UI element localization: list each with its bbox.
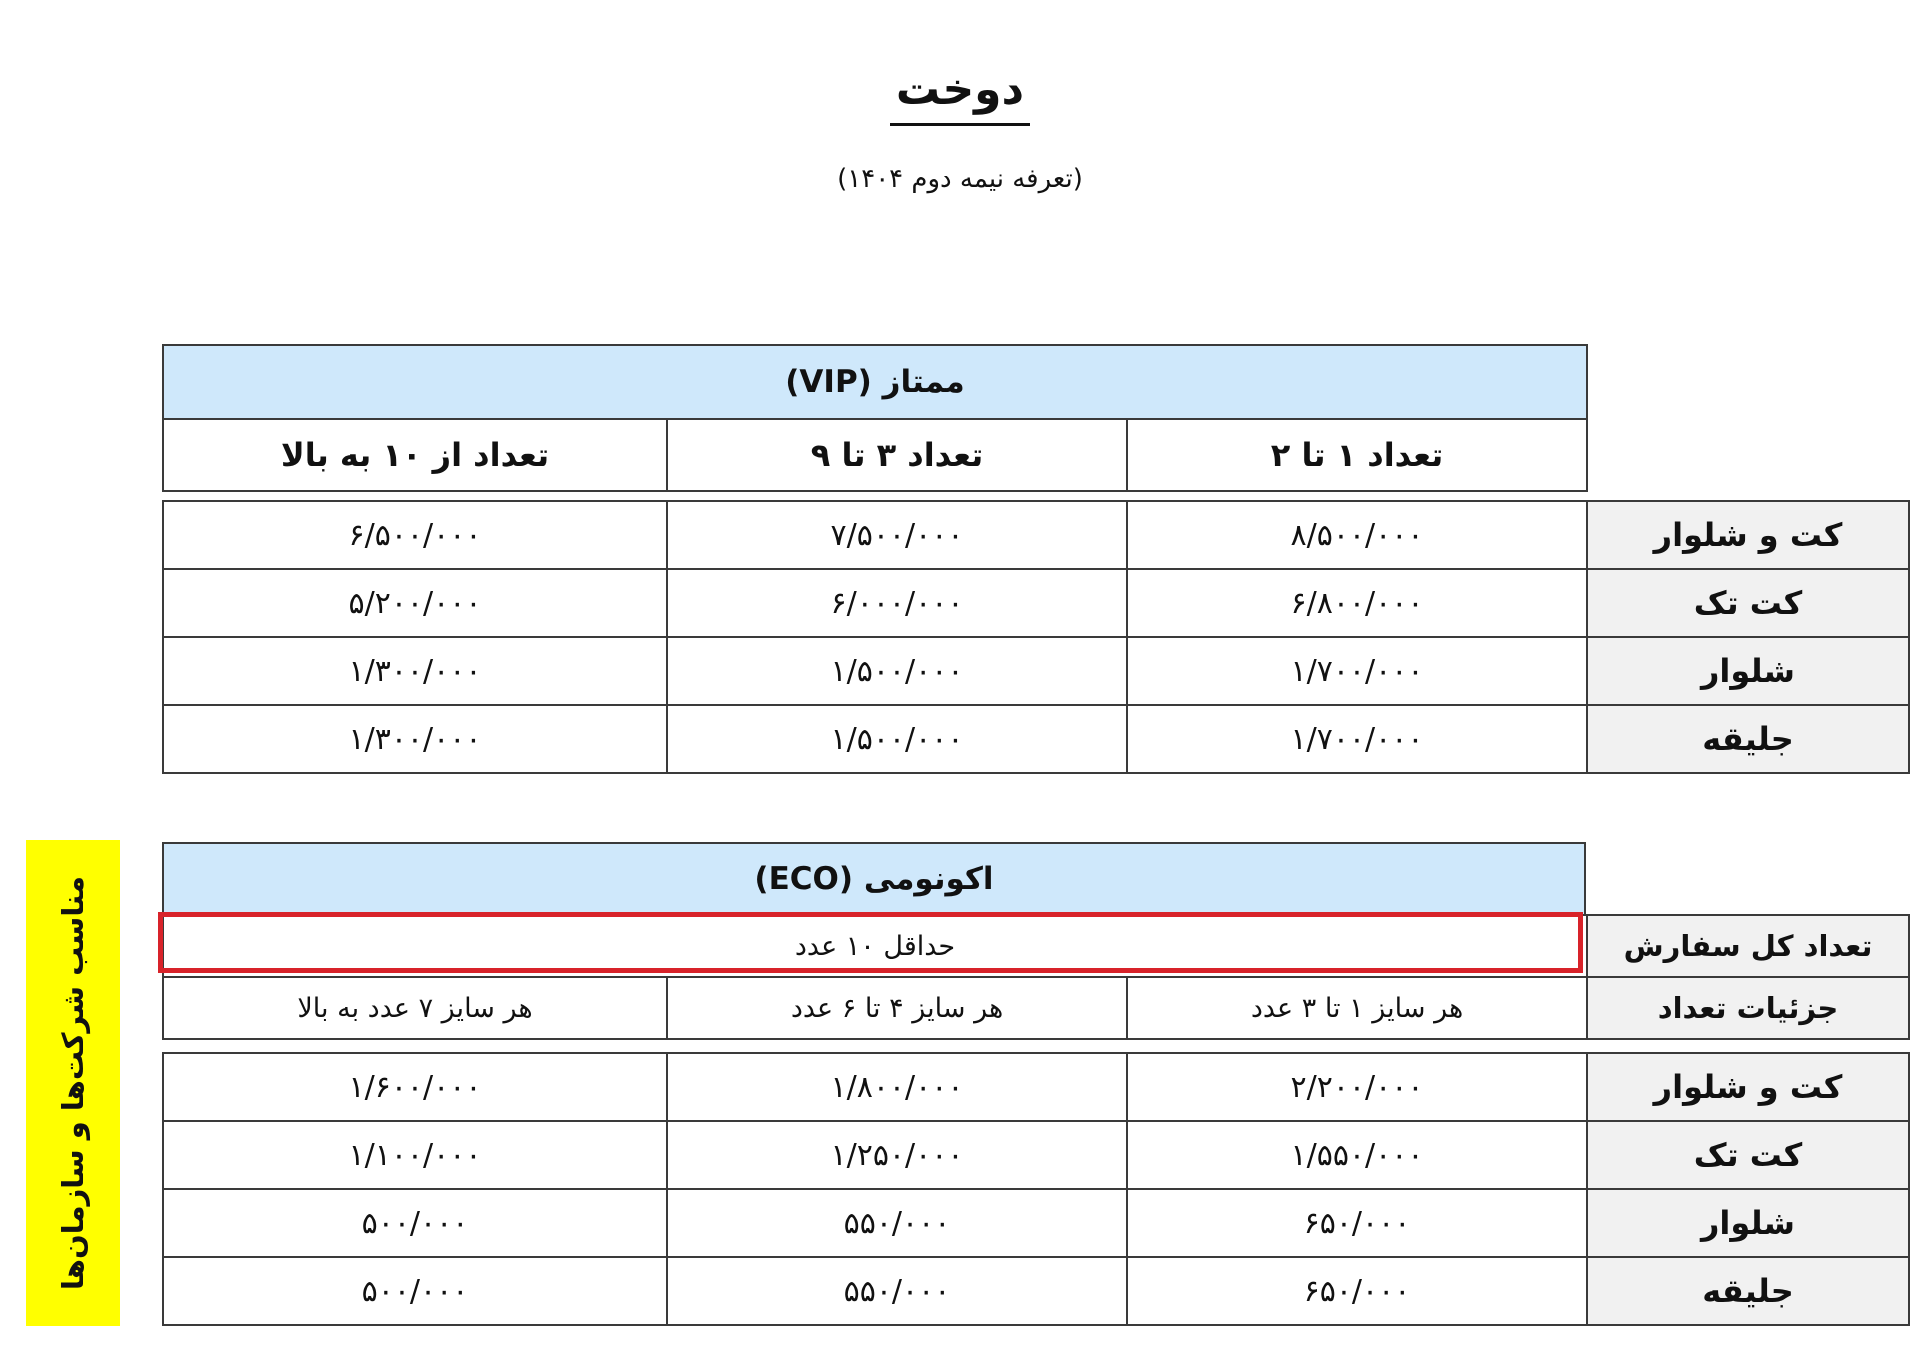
- price-cell: ۱/۳۰۰/۰۰۰: [163, 705, 667, 773]
- price-cell: ۱/۶۰۰/۰۰۰: [163, 1053, 667, 1121]
- price-cell: ۱/۷۰۰/۰۰۰: [1127, 705, 1587, 773]
- item-label: شلوار: [1587, 1189, 1909, 1257]
- price-cell: ۶۵۰/۰۰۰: [1127, 1257, 1587, 1325]
- price-cell: ۲/۲۰۰/۰۰۰: [1127, 1053, 1587, 1121]
- eco-order-table: [162, 914, 1910, 1040]
- side-label-text: مناسب شرکت‌ها و سازمان‌ها: [56, 875, 90, 1291]
- price-cell: ۵۵۰/۰۰۰: [667, 1257, 1127, 1325]
- price-cell: ۱/۸۰۰/۰۰۰: [667, 1053, 1127, 1121]
- table-row: [163, 1257, 1909, 1325]
- detail-label: جزئیات تعداد: [1587, 977, 1909, 1039]
- item-label: شلوار: [1587, 637, 1909, 705]
- price-cell: ۵/۲۰۰/۰۰۰: [163, 569, 667, 637]
- order-total-label: تعداد کل سفارش: [1587, 915, 1909, 977]
- table-row: [163, 705, 1909, 773]
- item-label: جلیقه: [1587, 1257, 1909, 1325]
- eco-price-table: [162, 1052, 1910, 1326]
- table-row: [163, 1053, 1909, 1121]
- price-cell: ۶/۰۰۰/۰۰۰: [667, 569, 1127, 637]
- vip-col-header: تعداد ۳ تا ۹: [667, 419, 1127, 491]
- item-label: کت و شلوار: [1587, 501, 1909, 569]
- vip-heading: ممتاز (VIP): [163, 345, 1587, 419]
- table-row: [163, 1121, 1909, 1189]
- price-cell: ۶/۵۰۰/۰۰۰: [163, 501, 667, 569]
- price-cell: ۵۵۰/۰۰۰: [667, 1189, 1127, 1257]
- item-label: کت و شلوار: [1587, 1053, 1909, 1121]
- table-row: [163, 569, 1909, 637]
- item-label: جلیقه: [1587, 705, 1909, 773]
- price-cell: ۱/۲۵۰/۰۰۰: [667, 1121, 1127, 1189]
- price-cell: ۱/۵۵۰/۰۰۰: [1127, 1121, 1587, 1189]
- eco-col-header: هر سایز ۷ عدد به بالا: [163, 977, 667, 1039]
- vip-header-table: [162, 344, 1588, 492]
- vip-col-header: تعداد از ۱۰ به بالا: [163, 419, 667, 491]
- price-cell: ۶/۸۰۰/۰۰۰: [1127, 569, 1587, 637]
- vip-price-table: [162, 500, 1910, 774]
- side-label: [26, 840, 120, 1326]
- item-label: کت تک: [1587, 1121, 1909, 1189]
- table-row: [163, 501, 1909, 569]
- eco-col-header: هر سایز ۴ تا ۶ عدد: [667, 977, 1127, 1039]
- price-cell: ۵۰۰/۰۰۰: [163, 1189, 667, 1257]
- order-total-value: حداقل ۱۰ عدد: [163, 915, 1587, 977]
- price-cell: ۸/۵۰۰/۰۰۰: [1127, 501, 1587, 569]
- document-subtitle: (تعرفه نیمه دوم ۱۴۰۴): [837, 164, 1083, 194]
- vip-col-header: تعداد ۱ تا ۲: [1127, 419, 1587, 491]
- price-cell: ۱/۱۰۰/۰۰۰: [163, 1121, 667, 1189]
- table-row: [163, 637, 1909, 705]
- eco-heading: اکونومی (ECO): [163, 843, 1585, 915]
- price-cell: ۱/۳۰۰/۰۰۰: [163, 637, 667, 705]
- price-cell: ۱/۵۰۰/۰۰۰: [667, 705, 1127, 773]
- document-title: دوخت: [0, 64, 1920, 126]
- eco-col-header: هر سایز ۱ تا ۳ عدد: [1127, 977, 1587, 1039]
- price-cell: ۵۰۰/۰۰۰: [163, 1257, 667, 1325]
- price-cell: ۱/۵۰۰/۰۰۰: [667, 637, 1127, 705]
- price-cell: ۷/۵۰۰/۰۰۰: [667, 501, 1127, 569]
- table-row: [163, 1189, 1909, 1257]
- item-label: کت تک: [1587, 569, 1909, 637]
- eco-header-table: [162, 842, 1586, 916]
- price-cell: ۱/۷۰۰/۰۰۰: [1127, 637, 1587, 705]
- price-cell: ۶۵۰/۰۰۰: [1127, 1189, 1587, 1257]
